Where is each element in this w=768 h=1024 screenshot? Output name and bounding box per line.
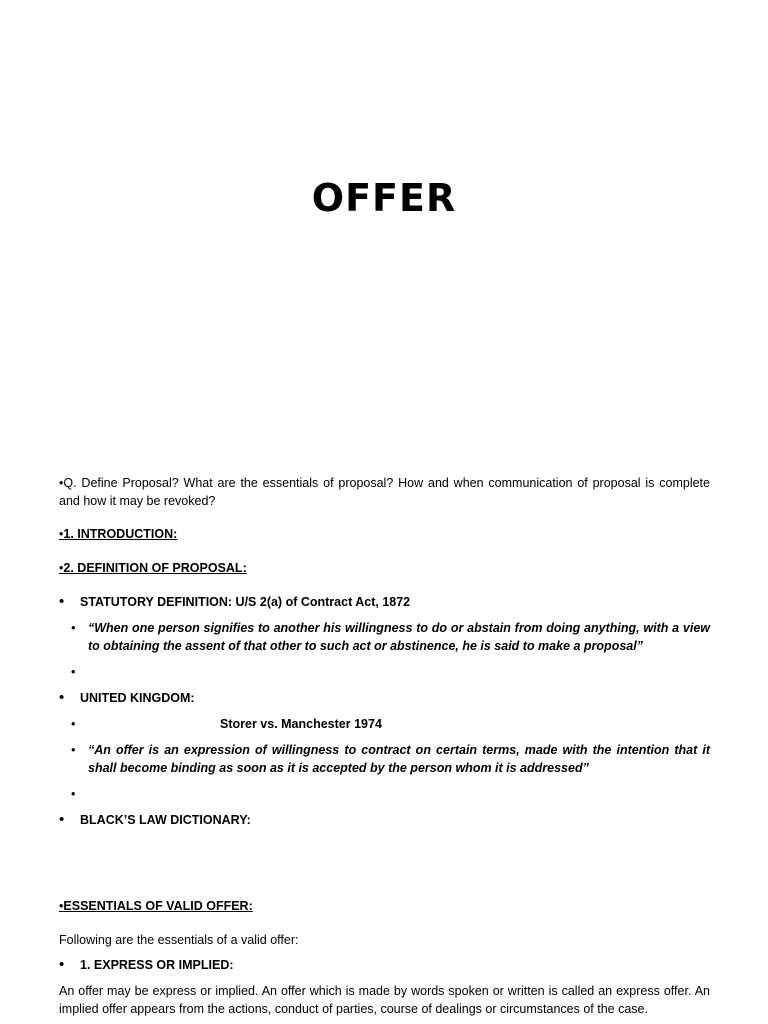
bullet-dot: • [59, 527, 64, 541]
essential-1-paragraph: An offer may be express or implied. An offer which is made by words spoken or written is called an express offer. An implied offer appears from the actions, conduct of parties, course of dealings or circumstances of the case. [59, 984, 710, 1016]
essential-1-item: • 1. EXPRESS OR IMPLIED: [59, 956, 710, 974]
empty-bullet-item [59, 785, 710, 803]
statutory-definition-item: • STATUTORY DEFINITION: U/S 2(a) of Contract Act, 1872 [59, 593, 710, 611]
heading-definition-text: 2. DEFINITION OF PROPOSAL: [63, 561, 247, 575]
document-title: OFFER [311, 176, 457, 220]
blacks-law-item: • BLACK’S LAW DICTIONARY: [59, 811, 710, 829]
uk-quote-item: • “An offer is an expression of willingness to contract on certain terms, made with the intention that it shall become binding as soon as it is accepted by the person whom it is addressed” [59, 741, 710, 777]
document-body [59, 474, 710, 1018]
essentials-intro: Following are the essentials of a valid offer: [59, 933, 299, 947]
bullet-dot: • [59, 899, 64, 913]
question-paragraph: •Q. Define Proposal? What are the essentials of proposal? How and when communication of proposal is complete and how it may be revoked? [59, 476, 710, 508]
statutory-quote-item: • “When one person signifies to another his willingness to do or abstain from doing anything, with a view to obtaining the assent of that other to such act or abstinence, he is said to make a proposal” [59, 619, 710, 655]
bullet-dot: • [59, 561, 64, 575]
uk-case-text: Storer vs. Manchester 1974 [220, 717, 382, 731]
heading-essentials [59, 897, 710, 915]
spacer [59, 837, 710, 897]
uk-definition-item: • UNITED KINGDOM: [59, 689, 710, 707]
heading-introduction [59, 525, 710, 543]
empty-bullet-item [59, 663, 710, 681]
heading-essentials-text: ESSENTIALS OF VALID OFFER: [63, 899, 253, 913]
heading-introduction-text: 1. INTRODUCTION: [63, 527, 178, 541]
heading-definition [59, 559, 710, 577]
uk-case-item [59, 715, 710, 733]
